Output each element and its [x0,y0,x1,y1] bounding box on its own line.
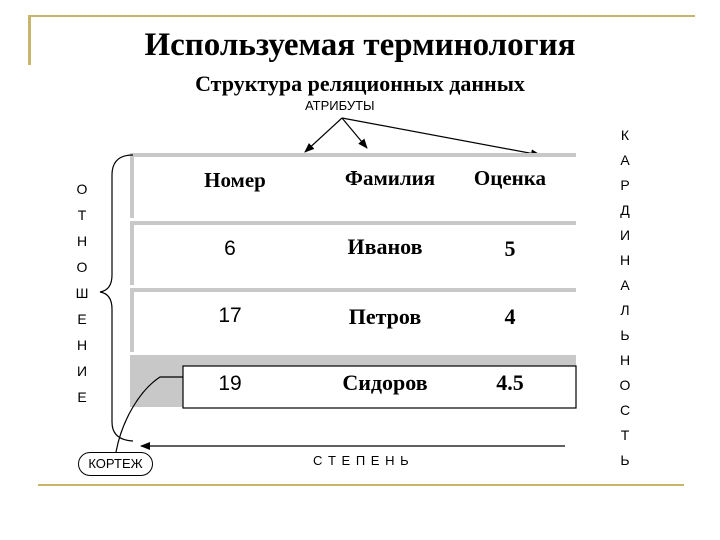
header-cell-number: Номер [204,168,266,192]
relation-letter: О [76,259,88,275]
cell-surname: Иванов [347,234,423,259]
cell-grade: 4 [504,304,516,329]
attributes-label: АТРИБУТЫ [305,98,375,113]
cell-grade: 4.5 [496,370,524,395]
cardinality-letter: Т [620,427,630,443]
relation-brace [100,155,133,441]
relation-letter: Ш [75,285,89,301]
relation-letter: О [76,181,88,197]
cell-grade: 5 [504,236,516,261]
header-cell-grade: Оценка [473,166,547,190]
page-title: Используемая терминология [144,27,576,63]
relation-letter: Т [77,207,87,223]
relation-letter: Е [77,389,87,405]
relation-letter: И [76,363,88,379]
relation-letter: Е [77,311,87,327]
relation-letter: Н [76,337,88,353]
cardinality-letter: А [620,152,630,168]
cardinality-letter: К [620,127,630,143]
cardinality-letter: Ь [620,327,630,343]
cardinality-letter: О [619,377,631,393]
page-subtitle: Структура реляционных данных [195,71,525,96]
header-cell-surname: Фамилия [344,166,436,190]
relation-letter: Н [76,233,88,249]
cardinality-letter: А [620,277,630,293]
cardinality-letter: Л [620,302,630,318]
degree-label: С Т Е П Е Н Ь [313,453,410,468]
cell-surname: Сидоров [342,370,428,395]
cell-number: 6 [224,237,236,260]
cardinality-letter: С [619,402,631,418]
cardinality-letter: Н [619,352,631,368]
attribute-arrow-grade [342,118,540,155]
attribute-arrow-number [305,118,342,152]
tuple-label: КОРТЕЖ [78,452,153,476]
cell-number: 19 [218,372,242,395]
cardinality-letter: Н [619,252,631,268]
cardinality-letter: Д [620,202,630,218]
cardinality-letter: Р [620,177,630,193]
cardinality-letter: И [619,227,631,243]
cardinality-letter: Ь [620,452,630,468]
cell-surname: Петров [348,304,422,329]
cell-number: 17 [218,304,242,327]
